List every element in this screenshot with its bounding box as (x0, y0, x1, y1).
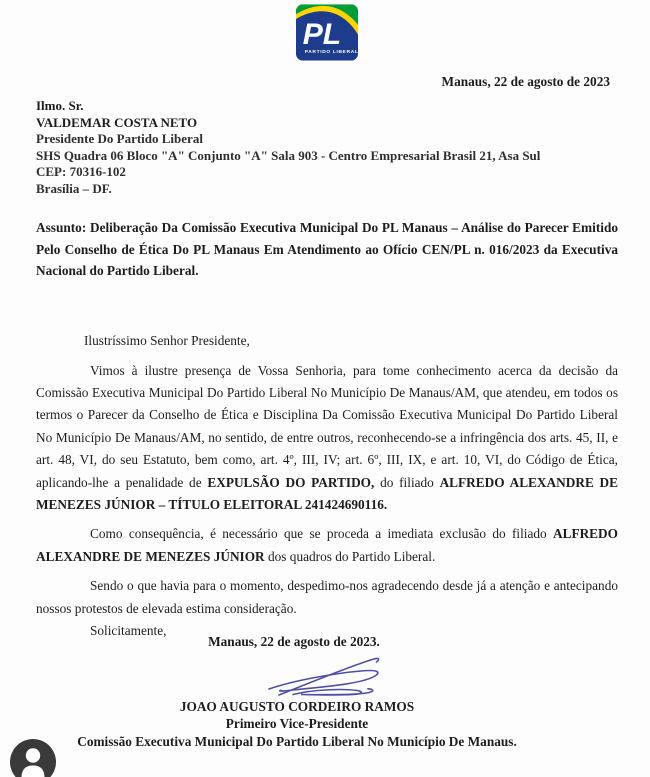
signatory-name: JOAO AUGUSTO CORDEIRO RAMOS (179, 699, 415, 714)
letter-header (36, 0, 618, 61)
paragraph-3: Sendo o que havia para o momento, despedimo-nos agradecendo desde já a atenção e antecipando nossos protestos de elevada estima consideração. (36, 578, 618, 616)
closing-line: Solicitamente, (90, 622, 167, 638)
recipient-postal-code: CEP: 70316-102 (36, 164, 126, 179)
recipient-city: Brasília – DF. (36, 180, 112, 196)
recipient-role: Presidente Do Partido Liberal (36, 131, 203, 146)
paragraph-1: Vimos à ilustre presença de Vossa Senhoria, para tome conhecimento acerca da decisão da Comissão Executiva Municipal Do Partido Liberal No Município De Manaus/AM, que atendeu, em todos os termos o Parecer da Conselho de Ética e Disciplina Da Comissão Executiva Municipal Do Partido Liberal No Município De Manaus/AM, no sentido, de entre outros, reconhecendo-se a infringência dos arts. 45, II, e art. 48, VI, do seu Estatuto, bem como, art. 4º, III, IV; art. 6º, III, IX, e art. 10, VI, do Código de Ética, aplicando-lhe a penalidade de EXPULSÃO DO PARTIDO, do filiado ALFREDO ALEXANDRE DE MENEZES JÚNIOR – TÍTULO ELEITORAL 241424690116. (36, 362, 619, 512)
paragraph-2: Como consequência, é necessário que se proceda a imediata exclusão do filiado ALFREDO ALEXANDRE DE MENEZES JÚNIOR dos quadros do Partido Liberal. (36, 526, 618, 564)
recipient-name: VALDEMAR COSTA NETO (36, 114, 198, 130)
signature-area (36, 632, 618, 750)
recipient-block (36, 98, 618, 197)
member-name-highlight: ALFREDO ALEXANDRE DE MENEZES JÚNIOR – TÍTULO ELEITORAL 241424690116. (36, 474, 619, 512)
signatory-org: Comissão Executiva Municipal Do Partido Liberal No Município De Manaus. (77, 733, 517, 749)
handwritten-signature (36, 654, 618, 698)
signature-scribble (257, 654, 397, 698)
header-date: Manaus, 22 de agosto de 2023 (441, 74, 610, 89)
signatory-block (36, 698, 558, 750)
expulsion-highlight: EXPULSÃO DO PARTIDO, (207, 474, 375, 490)
paragraph-2-text: Como consequência, é necessário que se proceda a imediata exclusão do filiado (90, 526, 553, 542)
signature-date: Manaus, 22 de agosto de 2023. (208, 634, 380, 649)
greeting-line: Ilustríssimo Senhor Presidente, (84, 333, 250, 349)
person-icon (10, 739, 56, 777)
member-name-highlight-2: ALFREDO ALEXANDRE DE MENEZES JÚNIOR (36, 526, 618, 564)
logo-wordmark: PARTIDO LIBERAL (304, 49, 358, 55)
subject-line: Assunto: Deliberação Da Comissão Executiva Municipal Do PL Manaus – Análise do Parecer Emitido Pelo Conselho de Ética Do PL Manaus Em Atendimento ao Ofício CEN/PL n. 016/2023 da Executiva Nacional do Partido Liberal. (36, 220, 618, 279)
recipient-address: SHS Quadra 06 Bloco "A" Conjunto "A" Sala 903 - Centro Empresarial Brasil 21, Asa Sul (36, 147, 541, 163)
profile-avatar[interactable] (10, 739, 56, 777)
paragraph-1-text: Vimos à ilustre presença de Vossa Senhoria, para tome conhecimento acerca da decisão da Comissão Executiva Municipal Do Partido Liberal No Município De Manaus/AM, que atendeu, em todos os termos o Parecer da Conselho de Ética e Disciplina Da Comissão Executiva Municipal Do Partido Liberal No Município De Manaus/AM, no sentido, de entre outros, reconhecendo-se a infringência dos arts. 45, II, e art. 48, VI, do seu Estatuto, bem como, art. 4º, III, IV; art. 6º, III, IX, e art. 10, VI, do Código de Ética, aplicando-lhe a penalidade de (36, 362, 618, 490)
signatory-role: Primeiro Vice-Presidente (225, 716, 369, 732)
logo-monogram: PL (302, 18, 342, 52)
recipient-salutation: Ilmo. Sr. (36, 98, 84, 113)
pl-logo (296, 4, 358, 61)
